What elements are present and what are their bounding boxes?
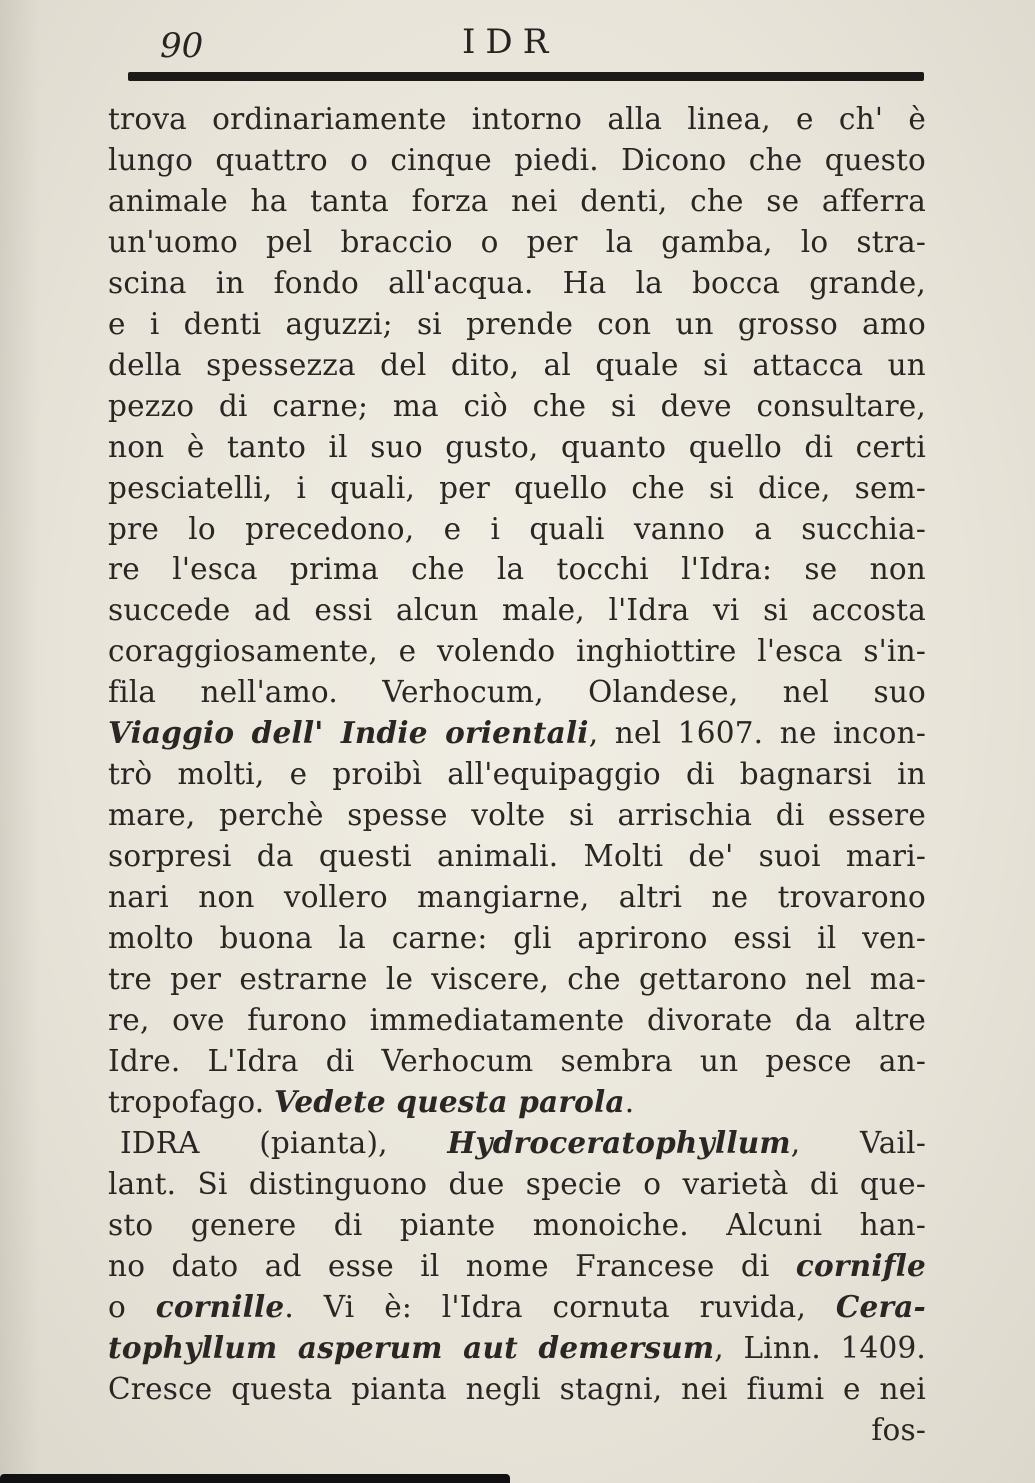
- text-line: [108, 713, 926, 754]
- text-segment: lungo quattro o cinque piedi. Dicono che questo: [108, 142, 926, 177]
- text-line: [108, 1328, 926, 1369]
- text-segment: lant. Si distinguono due specie o varietà di que-: [108, 1166, 926, 1201]
- text-line: [108, 1369, 926, 1410]
- text-line: [108, 754, 926, 795]
- text-segment: e i denti aguzzi; si prende con un grosso amo: [108, 306, 926, 341]
- text-line: [108, 1082, 926, 1123]
- text-line: [108, 918, 926, 959]
- text-line: [108, 672, 926, 713]
- text-segment: re l'esca prima che la tocchi l'Idra: se non: [108, 552, 926, 587]
- text-segment: tre per estrarne le viscere, che gettarono nel ma-: [108, 962, 926, 997]
- page-header: [0, 18, 1035, 68]
- bottom-scroll-bar[interactable]: [0, 1474, 510, 1483]
- text-segment: tropofago.: [108, 1084, 274, 1119]
- italic-text-segment: Cera-: [835, 1288, 926, 1324]
- text-line: [108, 345, 926, 386]
- text-line: [108, 795, 926, 836]
- text-line: [108, 631, 926, 672]
- text-line: [108, 222, 926, 263]
- text-segment: Cresce questa pianta negli stagni, nei fiumi e nei: [108, 1371, 926, 1406]
- italic-text-segment: cornille: [155, 1288, 285, 1324]
- text-segment: , Vail-: [790, 1125, 926, 1160]
- text-segment: .: [624, 1084, 635, 1119]
- italic-text-segment: Hydroceratophyllum: [447, 1124, 791, 1160]
- text-segment: sto genere di piante monoiche. Alcuni han-: [108, 1207, 926, 1242]
- text-line: [108, 1410, 926, 1451]
- text-segment: un'uomo pel braccio o per la gamba, lo stra-: [108, 224, 926, 259]
- text-segment: pezzo di carne; ma ciò che si deve consultare,: [108, 388, 926, 423]
- text-segment: pesciatelli, i quali, per quello che si dice, sem-: [108, 470, 926, 505]
- italic-text-segment: Viaggio dell' Indie orientali: [108, 715, 589, 751]
- text-segment: della spessezza del dito, al quale si attacca un: [108, 347, 926, 382]
- italic-text-segment: cornifle: [795, 1247, 926, 1283]
- text-segment: , Linn. 1409.: [714, 1330, 926, 1365]
- text-line: [108, 1000, 926, 1041]
- text-line: [108, 959, 926, 1000]
- text-segment: sorpresi da questi animali. Molti de' suoi mari-: [108, 839, 926, 874]
- text-segment: fos-: [871, 1412, 926, 1447]
- text-segment: Idre. L'Idra di Verhocum sembra un pesce an-: [108, 1043, 926, 1078]
- text-segment: fila nell'amo. Verhocum, Olandese, nel suo: [108, 675, 926, 710]
- text-line: [108, 181, 926, 222]
- text-segment: IDRA (pianta),: [120, 1125, 448, 1160]
- text-segment: mare, perchè spesse volte si arrischia di essere: [108, 798, 926, 833]
- text-line: [108, 509, 926, 550]
- text-line: [108, 1287, 926, 1328]
- italic-text-segment: tophyllum asperum aut demersum: [108, 1329, 715, 1365]
- text-segment: o: [108, 1289, 156, 1324]
- text-segment: nari non vollero mangiarne, altri ne trovarono: [108, 880, 926, 915]
- page-edge-shadow: [0, 0, 40, 1483]
- text-segment: . Vi è: l'Idra cornuta ruvida,: [284, 1289, 836, 1324]
- text-segment: pre lo precedono, e i quali vanno a succhia-: [108, 511, 926, 546]
- text-line: [108, 877, 926, 918]
- text-segment: coraggiosamente, e volendo inghiottire l'esca s'in-: [108, 634, 926, 669]
- text-line: [108, 386, 926, 427]
- text-segment: molto buona la carne: gli aprirono essi il ven-: [108, 921, 926, 956]
- text-segment: succede ad essi alcun male, l'Idra vi si accosta: [108, 593, 926, 628]
- running-head: IDR: [462, 22, 559, 62]
- text-segment: non è tanto il suo gusto, quanto quello di certi: [108, 429, 926, 464]
- text-segment: trò molti, e proibì all'equipaggio di bagnarsi in: [108, 757, 926, 792]
- body-text: [108, 99, 926, 1450]
- text-line: [108, 468, 926, 509]
- text-segment: scina in fondo all'acqua. Ha la bocca grande,: [108, 265, 926, 300]
- text-line: [108, 1041, 926, 1082]
- text-line: [108, 304, 926, 345]
- text-line: [108, 263, 926, 304]
- text-line: [108, 140, 926, 181]
- text-line: [108, 836, 926, 877]
- text-line: [108, 1164, 926, 1205]
- text-line: [108, 549, 926, 590]
- text-segment: re, ove furono immediatamente divorate da altre: [108, 1002, 926, 1037]
- italic-text-segment: Vedete questa parola: [273, 1083, 625, 1119]
- text-segment: animale ha tanta forza nei denti, che se afferra: [108, 183, 926, 218]
- text-line: [108, 1246, 926, 1287]
- page-number: 90: [160, 26, 204, 66]
- text-line: [108, 427, 926, 468]
- text-line: [108, 1123, 926, 1164]
- header-rule: [128, 72, 924, 81]
- text-line: [108, 1205, 926, 1246]
- text-segment: trova ordinariamente intorno alla linea, e ch' è: [108, 102, 926, 136]
- text-segment: , nel 1607. ne incon-: [588, 716, 926, 751]
- text-line: [108, 590, 926, 631]
- text-segment: no dato ad esse il nome Francese di: [108, 1248, 796, 1283]
- text-line: [108, 99, 926, 140]
